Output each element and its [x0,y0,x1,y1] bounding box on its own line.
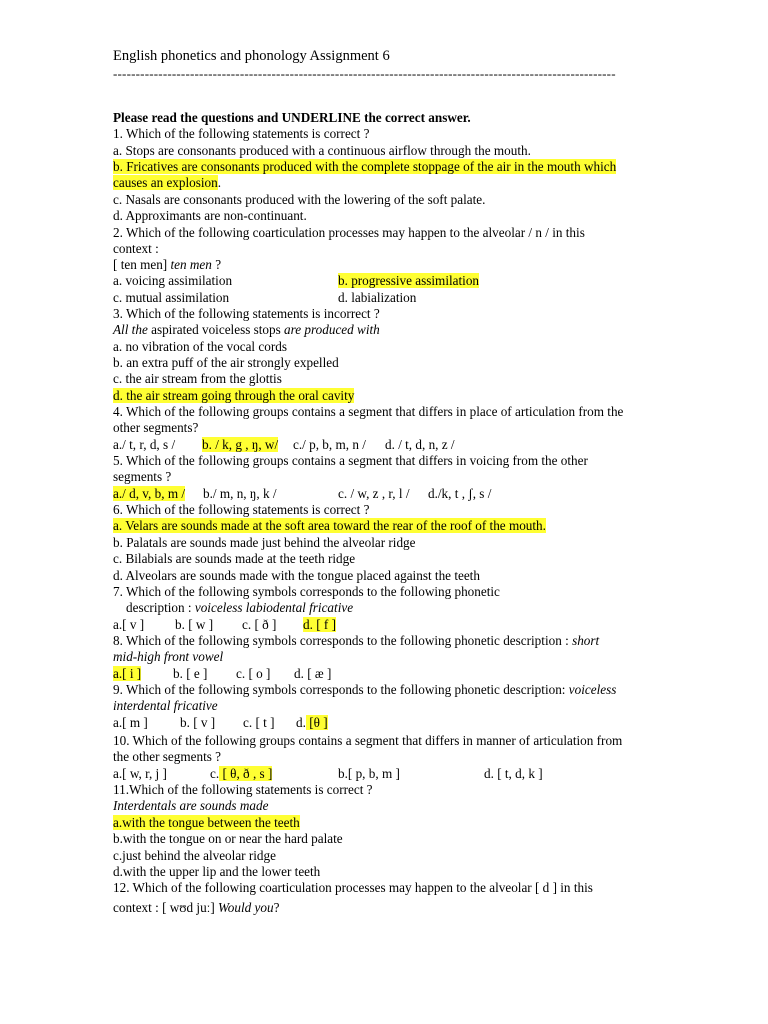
q7-option-d [303,617,336,633]
q9-answer-highlight: [θ ] [305,715,328,730]
q1-option-a: a. Stops are consonants produced with a continuous airflow through the mouth. [113,143,531,158]
q11-question: 11.Which of the following statements is correct ? [113,782,373,797]
q1-option-b-line2 [113,175,221,191]
q2-answer-highlight: b. progressive assimilation [338,273,480,288]
q2-context-tail: ? [211,257,222,272]
q3-option-c: c. the air stream from the glottis [113,371,282,386]
q4-option-b [202,437,278,453]
q5-option-c: c. / w, z , r, l / [338,486,410,501]
q4-option-d: d. / t, d, n, z / [385,437,455,452]
q8-question-line1 [113,633,599,649]
q1-answer-highlight: b. Fricatives are consonants produced with the complete stoppage of the air in the mouth which [113,159,617,174]
q10-question-line2: the other segments ? [113,749,222,764]
q9-question-italic: voiceless [568,682,617,697]
q1-option-c: c. Nasals are consonants produced with the lowering of the soft palate. [113,192,486,207]
q2-question-line2: context : [113,241,159,256]
q11-answer-highlight: a.with the tongue between the teeth [113,815,300,830]
q8-option-d: d. [ æ ] [294,666,332,681]
q10-option-b: b.[ p, b, m ] [338,766,400,781]
q3-stem [113,322,380,338]
q9-option-d [296,715,328,731]
title-rule: --------------------------------------------------------------------------------------------------------------- [113,66,616,81]
q9-option-a: a.[ m ] [113,715,148,730]
q6-option-b: b. Palatals are sounds made just behind the alveolar ridge [113,535,416,550]
q2-context [113,257,221,273]
q2-context-italic: ten men [170,257,212,272]
q6-question: 6. Which of the following statements is correct ? [113,502,370,517]
q8-question-italic: short [572,633,600,648]
q11-option-b: b.with the tongue on or near the hard palate [113,831,343,846]
q8-answer-highlight: a.[ i ] [113,666,142,681]
q9-option-c: c. [ t ] [243,715,275,730]
q3-option-b: b. an extra puff of the air strongly expelled [113,355,339,370]
q4-answer-highlight: b. / k, g , ŋ, w/ [202,437,279,452]
q9-option-d-label: d. [296,715,306,730]
q10-answer-highlight: [ θ, ð , s ] [219,766,273,781]
q3-stem-mid: aspirated voiceless stops [147,322,285,337]
q5-option-b: b./ m, n, ŋ, k / [203,486,277,501]
q3-question: 3. Which of the following statements is incorrect ? [113,306,380,321]
q7-option-b: b. [ w ] [175,617,214,632]
q6-option-a [113,518,546,534]
q3-stem-italic-2: are produced with [284,322,380,337]
q2-option-c: c. mutual assimilation [113,290,230,305]
q5-question-line2: segments ? [113,469,172,484]
q5-answer-highlight: a./ d, v, b, m / [113,486,186,501]
q11-option-d: d.with the upper lip and the lower teeth [113,864,321,879]
q2-question-line1: 2. Which of the following coarticulation processes may happen to the alveolar / n / in this [113,225,585,240]
q4-question-line2: other segments? [113,420,199,435]
q5-question-line1: 5. Which of the following groups contains a segment that differs in voicing from the other [113,453,588,468]
q8-question-line2: mid-high front vowel [113,649,224,664]
q1-question: 1. Which of the following statements is correct ? [113,126,370,141]
q6-option-c: c. Bilabials are sounds made at the teeth ridge [113,551,356,566]
q1-option-d: d. Approximants are non-continuant. [113,208,307,223]
q12-context-italic: Would you [218,900,274,915]
q8-option-a [113,666,141,682]
q9-question-line1 [113,682,616,698]
q7-description-label: description : [126,600,195,615]
q11-stem: Interdentals are sounds made [113,798,269,813]
q1-option-b-line1 [113,159,616,175]
instruction: Please read the questions and UNDERLINE the correct answer. [113,110,471,125]
q6-answer-highlight: a. Velars are sounds made at the soft area toward the rear of the roof of the mouth. [113,518,546,533]
q4-option-a: a./ t, r, d, s / [113,437,176,452]
q9-option-b: b. [ v ] [180,715,216,730]
q3-stem-italic-1: All the [113,322,148,337]
q7-question-line1: 7. Which of the following symbols corresponds to the following phonetic [113,584,500,599]
q4-question-line1: 4. Which of the following groups contains a segment that differs in place of articulation from the [113,404,624,419]
q10-option-c-label: c. [210,766,220,781]
q10-question-line1: 10. Which of the following groups contains a segment that differs in manner of articulation from [113,733,623,748]
q7-answer-highlight: d. [ f ] [303,617,336,632]
q11-option-c: c.just behind the alveolar ridge [113,848,276,863]
q3-answer-highlight: d. the air stream going through the oral cavity [113,388,355,403]
q3-option-d [113,388,354,404]
q1-answer-highlight-2: causes an explosion [113,175,218,190]
q7-option-a: a.[ v ] [113,617,145,632]
q8-option-b: b. [ e ] [173,666,208,681]
q7-option-c: c. [ ð ] [242,617,277,632]
q10-option-c [210,766,272,782]
document-title: English phonetics and phonology Assignment 6 [113,48,390,64]
q7-description-italic: voiceless labiodental fricative [194,600,354,615]
q9-question-line2: interdental fricative [113,698,218,713]
q10-option-d: d. [ t, d, k ] [484,766,543,781]
q11-option-a [113,815,300,831]
q7-question-line2 [126,600,353,616]
q2-option-b [338,273,479,289]
q12-context: context : [ wʊd juː] [113,900,219,915]
q5-option-a [113,486,185,502]
q1-period: . [217,175,222,190]
q12-question-line1: 12. Which of the following coarticulation processes may happen to the alveolar [ d ] in this [113,880,593,895]
q12-question-line2 [113,900,279,916]
q6-option-d: d. Alveolars are sounds made with the tongue placed against the teeth [113,568,480,583]
q12-context-tail: ? [273,900,280,915]
q8-option-c: c. [ o ] [236,666,271,681]
q5-option-d: d./k, t , ʃ, s / [428,486,492,501]
q9-question-text: 9. Which of the following symbols corresponds to the following phonetic description: [113,682,566,697]
q3-option-a: a. no vibration of the vocal cords [113,339,287,354]
q4-option-c: c./ p, b, m, n / [293,437,366,452]
q2-option-d: d. labialization [338,290,417,305]
q2-context-bracket: [ ten men] [113,257,168,272]
q2-option-a: a. voicing assimilation [113,273,233,288]
q8-question-text: 8. Which of the following symbols corresponds to the following phonetic description : [113,633,569,648]
q10-option-a: a.[ w, r, j ] [113,766,167,781]
